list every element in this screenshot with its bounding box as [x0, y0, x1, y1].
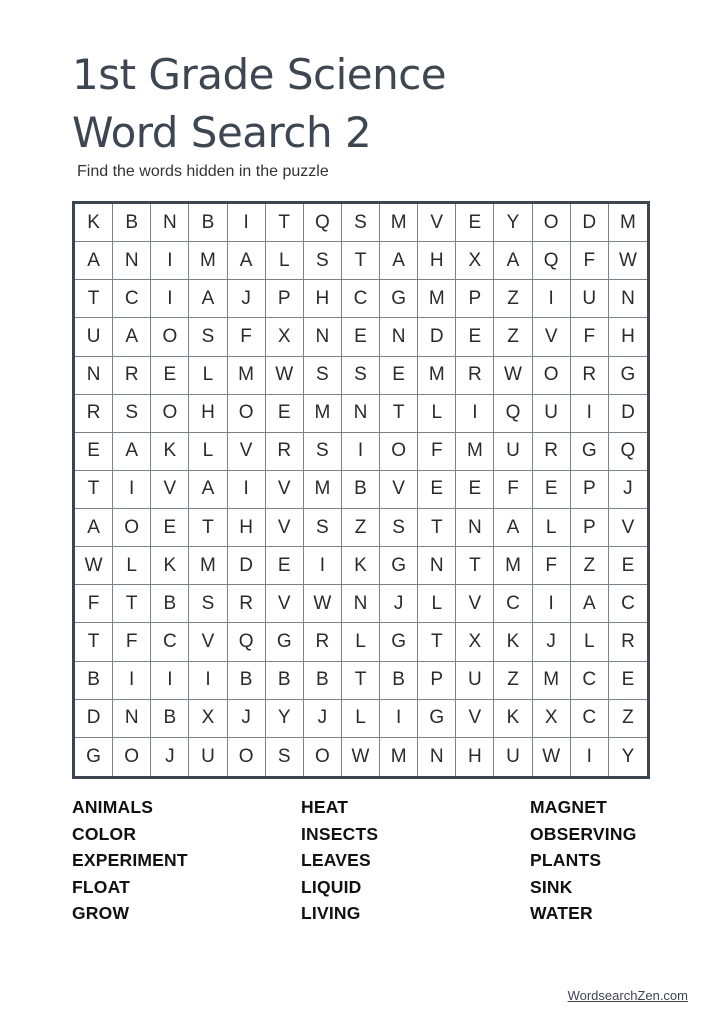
grid-cell[interactable]: M [533, 662, 571, 700]
grid-cell[interactable]: F [418, 433, 456, 471]
word-list-item: GROW [72, 903, 130, 923]
grid-cell[interactable]: S [342, 357, 380, 395]
grid-cell[interactable]: A [571, 585, 609, 623]
grid-cell[interactable]: K [342, 547, 380, 585]
grid-cell[interactable]: F [113, 623, 151, 661]
grid-cell[interactable]: V [266, 585, 304, 623]
grid-cell[interactable]: I [228, 471, 266, 509]
grid-cell[interactable]: H [418, 242, 456, 280]
grid-cell[interactable]: R [456, 357, 494, 395]
grid-cell[interactable]: U [494, 433, 532, 471]
grid-cell[interactable]: R [266, 433, 304, 471]
grid-cell[interactable]: M [380, 204, 418, 242]
grid-cell[interactable]: Y [621, 745, 635, 767]
grid-cell[interactable]: M [228, 357, 266, 395]
grid-cell[interactable]: L [189, 357, 227, 395]
grid-cell[interactable]: O [228, 738, 266, 776]
word-list-item: PLANTS [530, 850, 602, 870]
grid-cell[interactable]: E [533, 471, 571, 509]
grid-cell[interactable]: O [533, 357, 571, 395]
grid-cell[interactable]: G [75, 738, 113, 776]
grid-cell[interactable]: C [113, 280, 151, 318]
grid-cell[interactable]: C [494, 585, 532, 623]
grid-cell[interactable]: W [533, 738, 571, 776]
grid-cell[interactable]: B [304, 662, 342, 700]
word-list [72, 794, 672, 927]
grid-cell[interactable]: Y [266, 700, 304, 738]
grid-cell[interactable]: R [75, 395, 113, 433]
grid-cell[interactable]: I [342, 433, 380, 471]
grid-cell[interactable]: I [113, 471, 151, 509]
grid-cell[interactable]: O [380, 433, 418, 471]
word-list-item: FLOAT [72, 876, 131, 897]
grid-cell[interactable]: I [380, 700, 418, 738]
grid-cell[interactable]: W [75, 547, 113, 585]
word-list-item: INSECTS [301, 823, 379, 844]
word-list-column [301, 794, 530, 927]
word-list-item: LEAVES [301, 850, 371, 870]
grid-cell[interactable]: K [151, 433, 189, 471]
grid-cell[interactable]: Z [494, 662, 532, 700]
grid-cell[interactable]: M [304, 471, 342, 509]
grid-cell[interactable]: V [189, 623, 227, 661]
instructions-text: Find the words hidden in the puzzle [77, 163, 329, 180]
grid-cell[interactable]: T [75, 280, 113, 318]
grid-cell[interactable]: B [75, 662, 113, 700]
grid-cell[interactable]: J [228, 700, 266, 738]
grid-cell[interactable]: V [266, 471, 304, 509]
grid-cell[interactable]: B [151, 585, 189, 623]
grid-cell[interactable]: G [380, 280, 418, 318]
word-search-grid [72, 201, 650, 779]
grid-cell[interactable]: A [189, 280, 227, 318]
title-line-2: Word Search 2 [72, 108, 372, 157]
grid-cell[interactable]: S [304, 509, 342, 547]
grid-cell[interactable]: I [571, 395, 609, 433]
grid-cell[interactable]: E [151, 509, 189, 547]
word-list-item: EXPERIMENT [72, 850, 188, 870]
grid-cell[interactable]: N [456, 509, 494, 547]
grid-cell[interactable]: U [456, 662, 494, 700]
grid-cell[interactable]: U [494, 738, 532, 776]
grid-cell[interactable]: A [228, 242, 266, 280]
grid-cell[interactable]: K [151, 547, 189, 585]
grid-cell[interactable]: N [342, 585, 380, 623]
grid-cell[interactable]: O [304, 738, 342, 776]
grid-cell[interactable]: E [151, 357, 189, 395]
grid-cell[interactable]: O [228, 395, 266, 433]
grid-cell[interactable]: I [304, 547, 342, 585]
grid-cell[interactable]: E [456, 471, 494, 509]
grid-cell[interactable]: M [494, 547, 532, 585]
grid-cell[interactable]: Q [304, 204, 342, 242]
grid-cell[interactable]: I [533, 585, 571, 623]
grid-cell[interactable]: B [151, 700, 189, 738]
grid-cell[interactable]: R [113, 357, 151, 395]
grid-cell[interactable]: J [380, 585, 418, 623]
grid-cell[interactable]: L [113, 547, 151, 585]
grid-cell[interactable]: P [571, 509, 609, 547]
grid-cell[interactable]: N [342, 395, 380, 433]
grid-cell[interactable]: T [113, 585, 151, 623]
grid-cell[interactable]: L [533, 509, 571, 547]
grid-cell[interactable]: O [113, 509, 151, 547]
grid-cell[interactable]: A [189, 471, 227, 509]
title-line-1: 1st Grade Science [72, 50, 447, 99]
grid-cell[interactable]: L [266, 242, 304, 280]
grid-cell[interactable]: V [456, 700, 494, 738]
grid-cell[interactable]: B [113, 204, 151, 242]
grid-cell[interactable]: M [609, 204, 647, 242]
grid-cell[interactable]: U [533, 395, 571, 433]
grid-cell[interactable]: M [380, 738, 418, 776]
grid-cell[interactable]: H [189, 395, 227, 433]
grid-cell[interactable]: W [609, 242, 647, 280]
grid-cell[interactable]: A [494, 509, 532, 547]
grid-cell[interactable]: T [380, 395, 418, 433]
word-list-item: MAGNET [530, 797, 608, 817]
grid-cell[interactable]: T [342, 662, 380, 700]
grid-cell[interactable]: V [380, 471, 418, 509]
grid-cell[interactable]: J [151, 738, 189, 776]
grid-cell[interactable]: F [494, 471, 532, 509]
grid-cell[interactable]: D [228, 547, 266, 585]
grid-cell[interactable]: L [418, 585, 456, 623]
grid-cell[interactable]: A [494, 242, 532, 280]
grid-cell[interactable]: K [494, 700, 532, 738]
grid-cell[interactable]: S [189, 585, 227, 623]
grid-cell[interactable]: F [533, 547, 571, 585]
grid-cell[interactable]: L [189, 433, 227, 471]
grid-cell[interactable]: T [189, 509, 227, 547]
grid-cell[interactable]: K [494, 623, 532, 661]
grid-cell[interactable]: Q [494, 395, 532, 433]
grid-cell[interactable]: V [418, 204, 456, 242]
grid-cell[interactable]: V [533, 318, 571, 356]
grid-cell[interactable]: P [418, 662, 456, 700]
grid-cell[interactable]: M [418, 357, 456, 395]
grid-cell[interactable]: W [266, 357, 304, 395]
word-list-column [72, 794, 301, 927]
grid-cell[interactable]: V [228, 433, 266, 471]
grid-cell[interactable]: G [418, 700, 456, 738]
grid-cell[interactable]: N [113, 700, 151, 738]
grid-cell[interactable]: A [380, 242, 418, 280]
word-list-item: LIVING [301, 903, 361, 923]
grid-cell[interactable]: N [75, 357, 113, 395]
grid-cell[interactable]: I [151, 242, 189, 280]
grid-cell[interactable]: S [266, 738, 304, 776]
grid-cell[interactable]: Z [494, 280, 532, 318]
grid-cell[interactable]: Z [571, 547, 609, 585]
grid-cell[interactable]: C [571, 662, 609, 700]
grid-cell[interactable]: O [533, 204, 571, 242]
grid-cell[interactable]: J [228, 280, 266, 318]
grid-cell[interactable]: D [418, 318, 456, 356]
grid-cell[interactable]: T [266, 204, 304, 242]
grid-cell[interactable]: R [609, 623, 647, 661]
grid-cell[interactable]: J [609, 471, 647, 509]
grid-cell[interactable]: I [113, 662, 151, 700]
grid-cell[interactable]: N [609, 280, 647, 318]
grid-cell[interactable]: E [75, 433, 113, 471]
grid-cell[interactable]: B [228, 662, 266, 700]
grid-cell[interactable]: E [609, 547, 647, 585]
grid-cell[interactable]: K [75, 204, 113, 242]
grid-cell[interactable]: V [266, 509, 304, 547]
grid-cell[interactable]: S [380, 509, 418, 547]
grid-cell[interactable]: W [304, 585, 342, 623]
grid-cell[interactable]: T [75, 471, 113, 509]
grid-cell[interactable]: I [533, 280, 571, 318]
grid-cell[interactable]: E [266, 395, 304, 433]
grid-cell[interactable]: M [456, 433, 494, 471]
grid-cell[interactable]: X [533, 700, 571, 738]
grid-cell[interactable]: T [456, 547, 494, 585]
site-link[interactable]: WordsearchZen.com [567, 988, 688, 1003]
grid-cell[interactable]: E [609, 662, 647, 700]
grid-cell[interactable]: O [151, 318, 189, 356]
grid-cell[interactable]: V [151, 471, 189, 509]
grid-cell[interactable]: E [456, 204, 494, 242]
grid-cell[interactable]: A [113, 318, 151, 356]
word-list-item: LIQUID [301, 876, 362, 897]
grid-cell[interactable]: B [266, 662, 304, 700]
grid-cell[interactable]: G [266, 623, 304, 661]
grid-cell[interactable]: L [418, 395, 456, 433]
grid-cell[interactable]: N [418, 738, 456, 776]
word-list-item: SINK [530, 876, 573, 897]
grid-cell[interactable]: W [342, 738, 380, 776]
grid-cell[interactable]: O [113, 738, 151, 776]
grid-cell[interactable]: Z [494, 318, 532, 356]
grid-cell[interactable]: U [571, 280, 609, 318]
grid-cell[interactable]: E [266, 547, 304, 585]
grid-cell[interactable]: E [342, 318, 380, 356]
grid-cell[interactable]: M [304, 395, 342, 433]
grid-cell[interactable]: N [151, 204, 189, 242]
grid-cell[interactable]: S [113, 395, 151, 433]
grid-cell[interactable]: G [609, 357, 647, 395]
grid-cell[interactable]: S [304, 357, 342, 395]
grid-cell[interactable]: V [609, 509, 647, 547]
grid-cell[interactable]: F [571, 318, 609, 356]
grid-cell[interactable]: H [228, 509, 266, 547]
grid-cell[interactable]: R [228, 585, 266, 623]
grid-cell[interactable]: T [75, 623, 113, 661]
grid-cell[interactable]: N [418, 547, 456, 585]
grid-cell[interactable]: Z [342, 509, 380, 547]
grid-cell[interactable]: E [418, 471, 456, 509]
grid-cell[interactable]: H [609, 318, 647, 356]
grid-cell[interactable]: L [571, 623, 609, 661]
grid-cell[interactable]: F [228, 318, 266, 356]
grid-cell[interactable]: R [571, 357, 609, 395]
grid-cell[interactable]: S [304, 433, 342, 471]
grid-cell[interactable]: X [456, 242, 494, 280]
grid-cell[interactable]: J [304, 700, 342, 738]
grid-cell[interactable]: H [456, 738, 494, 776]
grid-cell[interactable]: Y [494, 204, 532, 242]
grid-cell[interactable]: B [380, 662, 418, 700]
grid-cell[interactable]: N [380, 318, 418, 356]
grid-cell[interactable]: L [342, 700, 380, 738]
grid-cell[interactable]: M [189, 547, 227, 585]
grid-cell[interactable]: B [342, 471, 380, 509]
grid-cell[interactable]: I [151, 662, 189, 700]
grid-cell[interactable]: Q [228, 623, 266, 661]
grid-cell[interactable]: T [418, 623, 456, 661]
grid-cell[interactable]: I [228, 204, 266, 242]
grid-cell[interactable]: M [418, 280, 456, 318]
grid-cell[interactable]: I [151, 280, 189, 318]
grid-cell[interactable]: G [380, 547, 418, 585]
grid-cell[interactable]: C [609, 585, 647, 623]
grid-cell[interactable]: I [456, 395, 494, 433]
grid-cell[interactable]: D [571, 204, 609, 242]
grid-cell[interactable]: P [266, 280, 304, 318]
grid-cell[interactable]: Q [533, 242, 571, 280]
grid-cell[interactable]: R [533, 433, 571, 471]
grid-cell[interactable]: T [342, 242, 380, 280]
grid-cell[interactable]: R [304, 623, 342, 661]
grid-cell[interactable]: S [189, 318, 227, 356]
word-list-item: COLOR [72, 823, 137, 844]
grid-cell[interactable]: D [75, 700, 113, 738]
grid-cell[interactable]: E [456, 318, 494, 356]
grid-cell[interactable]: F [571, 242, 609, 280]
grid-cell[interactable]: A [75, 242, 113, 280]
grid-cell[interactable]: D [609, 395, 647, 433]
grid-cell[interactable]: P [571, 471, 609, 509]
grid-cell[interactable]: J [533, 623, 571, 661]
grid-cell[interactable]: G [380, 623, 418, 661]
word-list-item: ANIMALS [72, 797, 154, 817]
grid-cell[interactable]: F [75, 585, 113, 623]
grid-cell[interactable]: S [342, 204, 380, 242]
grid-cell[interactable]: M [189, 242, 227, 280]
grid-cell[interactable]: V [456, 585, 494, 623]
grid-cell[interactable]: N [304, 318, 342, 356]
grid-cell[interactable]: A [113, 433, 151, 471]
grid-cell[interactable]: N [113, 242, 151, 280]
grid-cell[interactable]: S [304, 242, 342, 280]
grid-cell[interactable]: U [189, 738, 227, 776]
word-list-item: WATER [530, 903, 593, 923]
grid-cell[interactable]: T [418, 509, 456, 547]
grid-cell[interactable]: W [494, 357, 532, 395]
grid-cell[interactable]: E [380, 357, 418, 395]
grid-cell[interactable]: H [304, 280, 342, 318]
page-title [72, 46, 672, 162]
grid-cell[interactable]: Z [609, 700, 647, 738]
grid-cell[interactable]: I [189, 662, 227, 700]
grid-cell[interactable]: C [342, 280, 380, 318]
grid-cell[interactable]: I [571, 738, 609, 776]
word-list-column [530, 794, 672, 927]
grid-cell[interactable]: U [75, 318, 113, 356]
grid-cell[interactable]: X [189, 700, 227, 738]
grid-cell[interactable]: C [571, 700, 609, 738]
grid-cell[interactable]: X [266, 318, 304, 356]
word-list-item: HEAT [301, 797, 349, 817]
grid-cell[interactable]: A [75, 509, 113, 547]
grid-cell[interactable]: C [151, 623, 189, 661]
grid-cell[interactable]: L [342, 623, 380, 661]
grid-cell[interactable]: B [189, 204, 227, 242]
grid-cell[interactable]: O [151, 395, 189, 433]
word-list-item: OBSERVING [530, 823, 637, 844]
grid-cell[interactable]: G [571, 433, 609, 471]
grid-cell[interactable]: P [456, 280, 494, 318]
grid-cell[interactable]: Q [609, 433, 647, 471]
grid-cell[interactable]: X [456, 623, 494, 661]
